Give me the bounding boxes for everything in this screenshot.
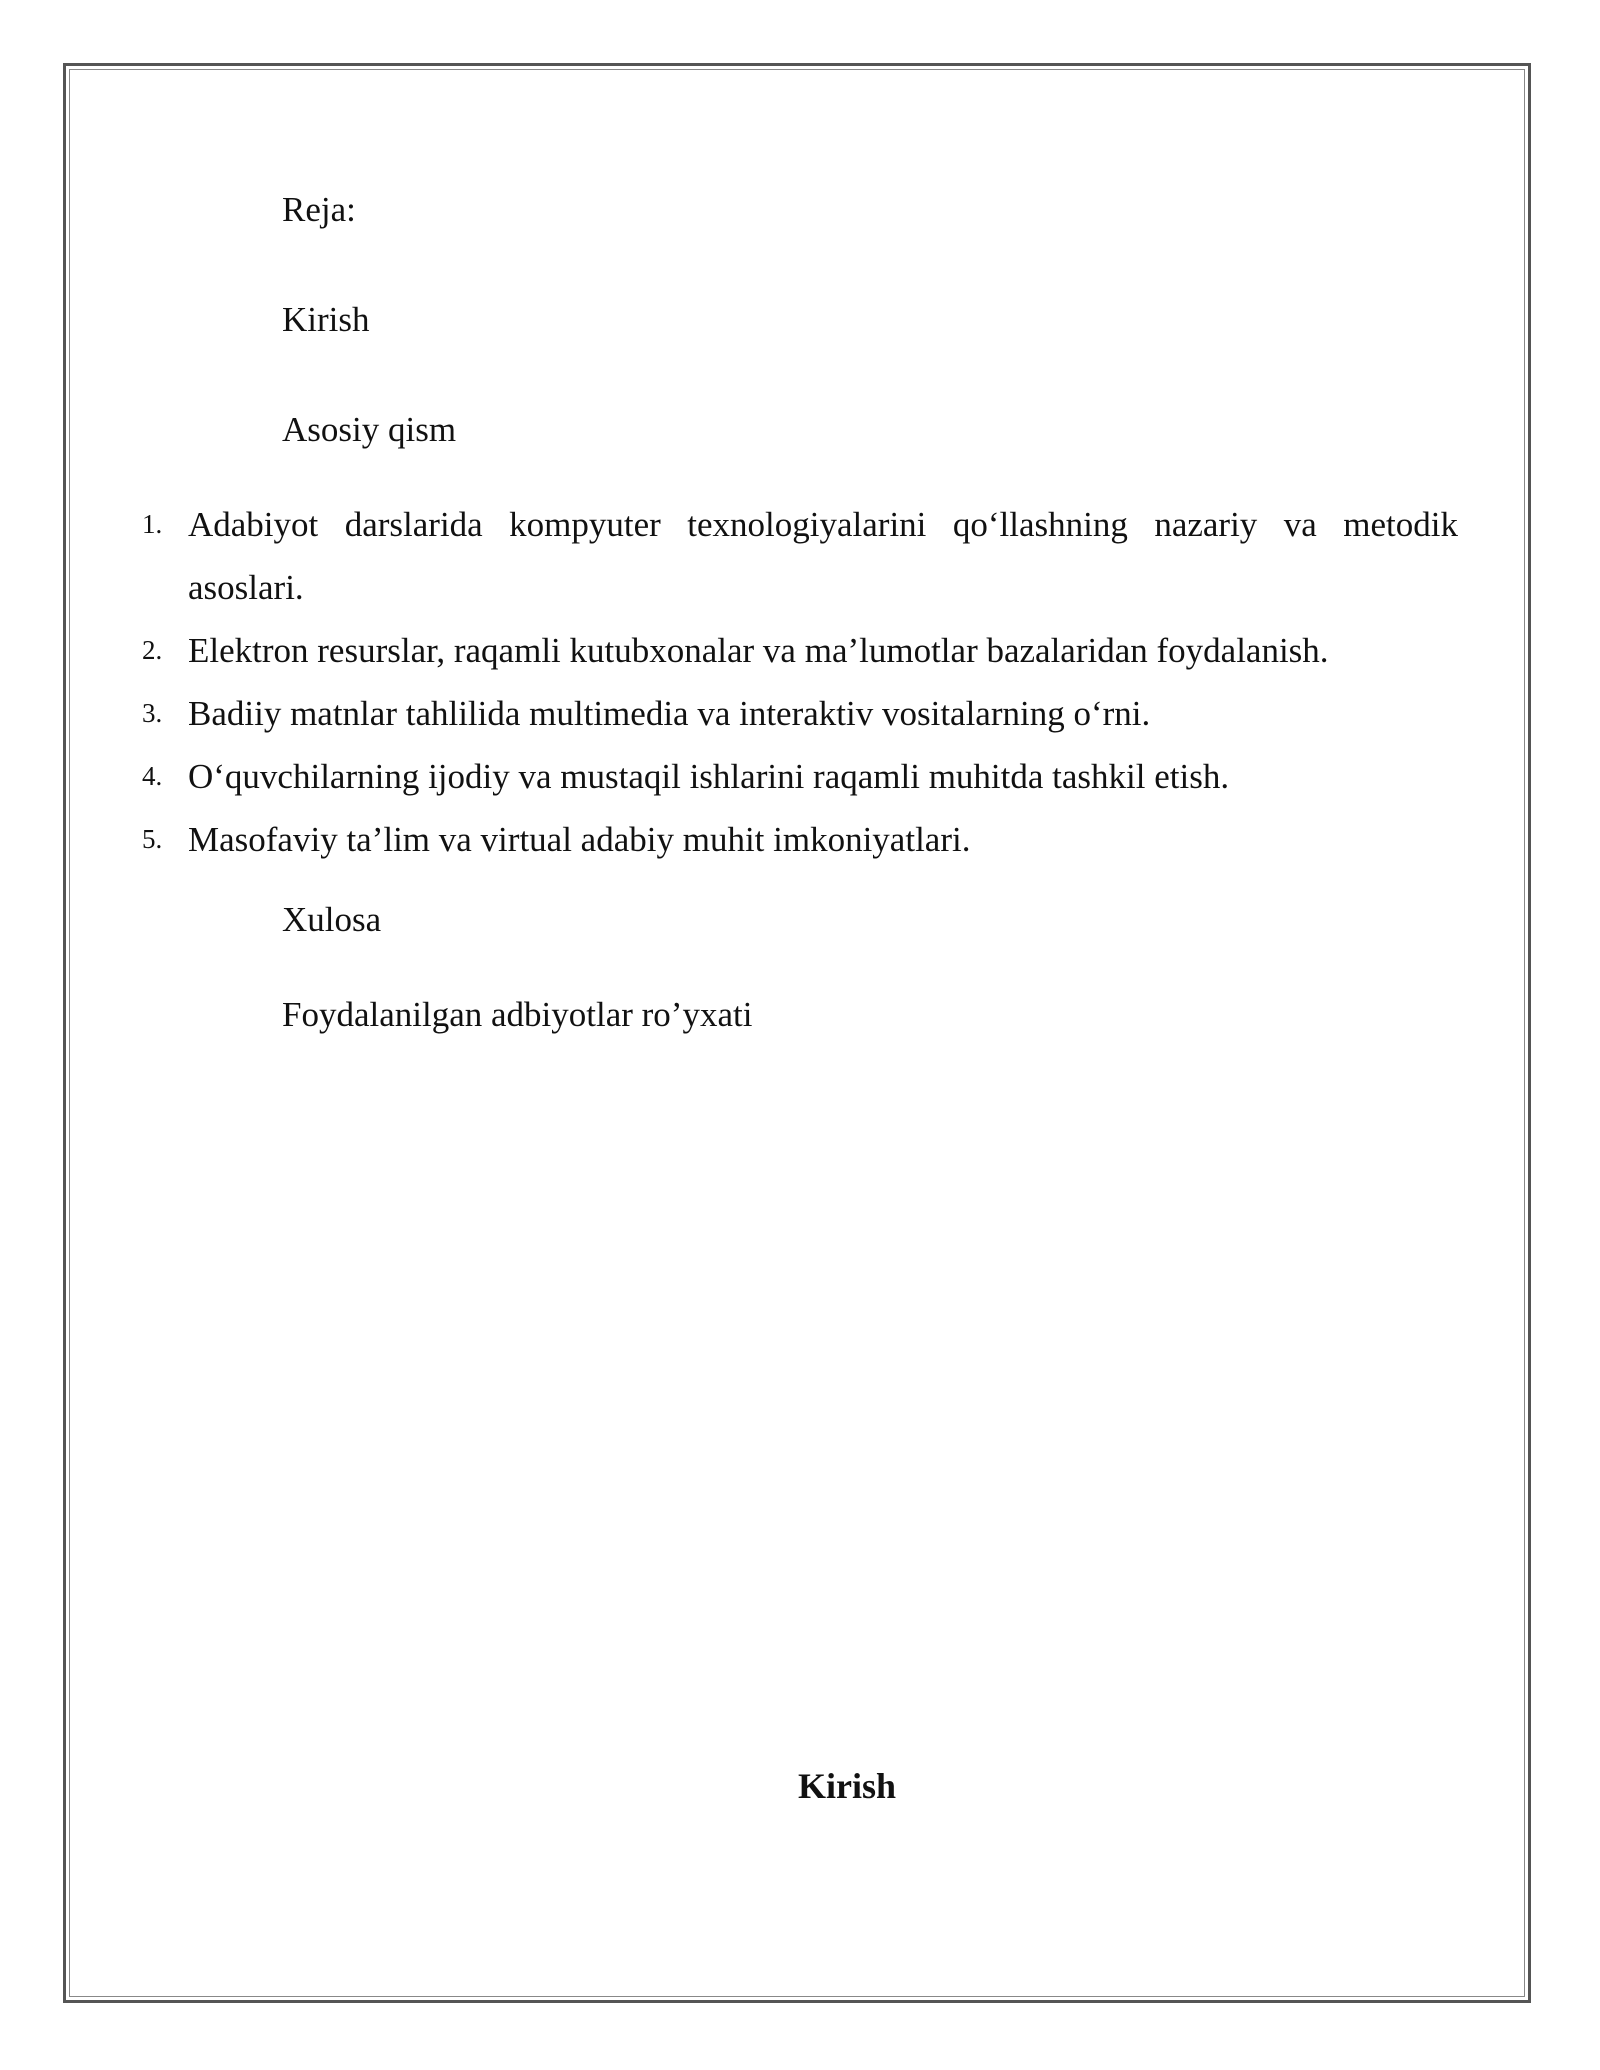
list-item: [130, 808, 1412, 871]
list-item-number: 5.: [142, 824, 163, 854]
plan-title: Reja:: [282, 190, 356, 229]
list-item: [130, 493, 1458, 619]
list-item: [130, 745, 1412, 808]
list-item: [130, 619, 1412, 682]
list-item-number: 4.: [142, 761, 163, 791]
plan-item-conclusion: Xulosa: [282, 900, 382, 939]
plan-item-main-part: Asosiy qism: [282, 410, 457, 449]
list-item-text-line1: Adabiyot darslarida kompyuter texnologiyalarini qo‘llashning nazariy va metodik: [188, 505, 1458, 544]
plan-item-references: Foydalanilgan adbiyotlar ro’yxati: [282, 995, 753, 1034]
plan-item-intro: Kirish: [282, 300, 370, 339]
list-item: [130, 682, 1412, 745]
list-item-number: 2.: [142, 635, 163, 665]
list-item-text: Elektron resurslar, raqamli kutubxonalar va ma’lumotlar bazalaridan foydalanish.: [188, 631, 1329, 670]
section-heading: Kirish: [797, 1766, 896, 1806]
list-item-text: Masofaviy ta’lim va virtual adabiy muhit imkoniyatlari.: [188, 820, 971, 859]
list-item-number: 1.: [142, 509, 163, 539]
list-item-text-line2: asoslari.: [188, 568, 304, 607]
list-item-number: 3.: [142, 698, 163, 728]
list-item-text: O‘quvchilarning ijodiy va mustaqil ishlarini raqamli muhitda tashkil etish.: [188, 757, 1230, 796]
list-item-text: Badiiy matnlar tahlilida multimedia va interaktiv vositalarning o‘rni.: [188, 694, 1151, 733]
main-part-list: [130, 493, 1458, 871]
